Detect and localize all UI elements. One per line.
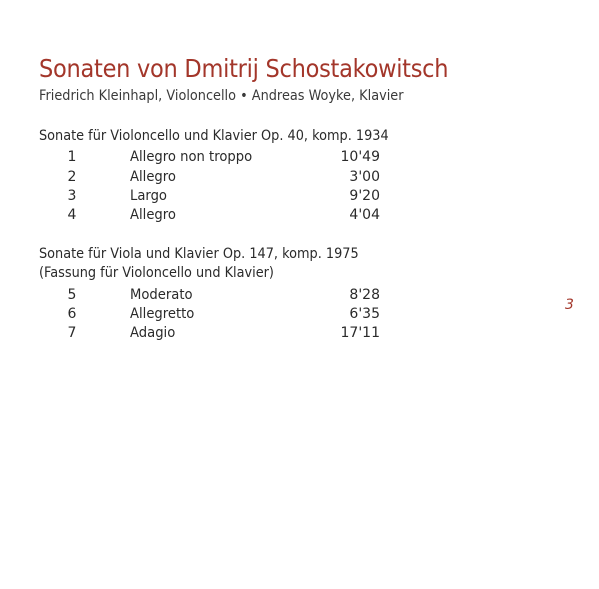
track-duration: 6'35	[349, 306, 380, 322]
track-title: Adagio	[130, 325, 176, 341]
track-row	[0, 287, 599, 307]
track-number: 4	[67, 207, 77, 223]
track-title: Allegro	[130, 169, 176, 185]
track-duration: 3'00	[349, 169, 380, 185]
page-title: Sonaten von Dmitrij Schostakowitsch	[39, 54, 449, 83]
track-duration: 4'04	[349, 207, 380, 223]
track-row	[0, 188, 599, 208]
work-heading: Sonate für Violoncello und Klavier Op. 40, komp. 1934	[39, 128, 389, 144]
track-row	[0, 325, 599, 345]
track-row	[0, 149, 599, 169]
track-duration: 17'11	[340, 325, 380, 341]
track-duration: 9'20	[349, 188, 380, 204]
track-title: Moderato	[130, 287, 193, 303]
track-row	[0, 207, 599, 227]
work-subheading: (Fassung für Violoncello und Klavier)	[39, 265, 274, 281]
track-duration: 8'28	[349, 287, 380, 303]
performers-line: Friedrich Kleinhapl, Violoncello • Andreas Woyke, Klavier	[39, 88, 404, 104]
track-title: Allegretto	[130, 306, 195, 322]
track-number: 2	[67, 169, 77, 185]
track-row	[0, 169, 599, 189]
track-number: 6	[67, 306, 77, 322]
track-number: 5	[67, 287, 77, 303]
track-number: 7	[67, 325, 77, 341]
page-number: 3	[565, 297, 574, 313]
track-title: Largo	[130, 188, 167, 204]
track-row	[0, 306, 599, 326]
track-title: Allegro	[130, 207, 176, 223]
track-duration: 10'49	[340, 149, 380, 165]
track-title: Allegro non troppo	[130, 149, 253, 165]
work-heading: Sonate für Viola und Klavier Op. 147, komp. 1975	[39, 246, 359, 262]
track-number: 3	[67, 188, 77, 204]
track-number: 1	[67, 149, 77, 165]
